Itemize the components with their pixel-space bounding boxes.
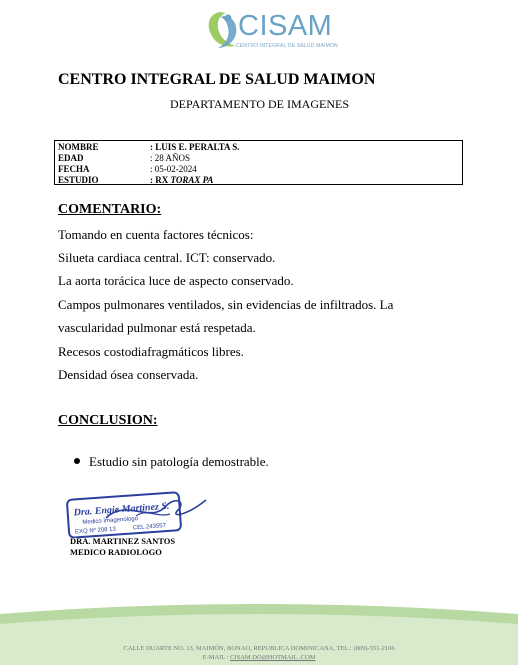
footer-email[interactable]: CISAM.DO@HOTMAIL .COM <box>230 654 316 661</box>
age-value: : 28 AÑOS <box>150 153 191 163</box>
stamp-cel: CEL 243557 <box>132 523 167 532</box>
department-title: DEPARTAMENTO DE IMAGENES <box>170 97 349 111</box>
date-value: : 05-02-2024 <box>150 164 197 174</box>
conclusion-heading: CONCLUSION: <box>58 413 158 428</box>
name-value: : LUIS E. PERALTA S. <box>150 142 240 152</box>
age-label: EDAD <box>58 153 84 163</box>
footer-address: CALLE DUARTE NO. 13, MAIMÓN, BONAO, REPUBLICA DOMINICANA, TEL.: (809)-551-2106 <box>123 645 395 652</box>
patient-age-row <box>58 153 458 164</box>
comment-line: Tomando en cuenta factores técnicos: <box>58 227 254 242</box>
doctor-stamp <box>66 488 216 538</box>
study-value-wrap <box>150 175 213 186</box>
patient-info-box <box>54 140 463 185</box>
comment-line: Silueta cardiaca central. ICT: conservado. <box>58 250 276 265</box>
comment-heading: COMENTARIO: <box>58 202 162 217</box>
comment-line: La aorta torácica luce de aspecto conservado. <box>58 273 294 288</box>
stamp-exq: EXQ Nº 208 13 <box>74 526 117 536</box>
study-value: TORAX PA <box>170 175 214 185</box>
patient-study-row <box>58 175 458 186</box>
comment-line: Densidad ósea conservada. <box>58 367 199 382</box>
footer-email-label: E-MAIL : <box>202 654 231 661</box>
cisam-logo <box>198 8 338 54</box>
stamp-role: Medico Imagenologo <box>82 516 139 526</box>
bullet-icon <box>74 458 80 464</box>
doctor-name: DRA. MARTINEZ SANTOS <box>70 536 176 546</box>
logo-wordmark: CISAM <box>238 10 333 42</box>
logo-subtitle: CENTRO INTEGRAL DE SALUD MAIMON <box>236 43 338 49</box>
comment-line: Campos pulmonares ventilados, sin evidencias de infiltrados. La <box>58 297 394 312</box>
patient-name-row <box>58 142 458 153</box>
comment-line: vascularidad pulmonar está respetada. <box>58 320 256 335</box>
stamp-name: Dra. Engie Martinez S. <box>73 500 170 519</box>
footer-email-line <box>0 654 518 661</box>
study-prefix: : RX <box>150 175 171 185</box>
document-title: CENTRO INTEGRAL DE SALUD MAIMON <box>58 71 376 88</box>
conclusion-item: Estudio sin patología demostrable. <box>89 454 269 469</box>
date-label: FECHA <box>58 164 90 174</box>
study-label: ESTUDIO <box>58 175 99 185</box>
doctor-title: MEDICO RADIOLOGO <box>70 547 162 557</box>
patient-date-row <box>58 164 458 175</box>
comment-line: Recesos costodiafragmáticos libres. <box>58 344 244 359</box>
name-label: NOMBRE <box>58 142 99 152</box>
